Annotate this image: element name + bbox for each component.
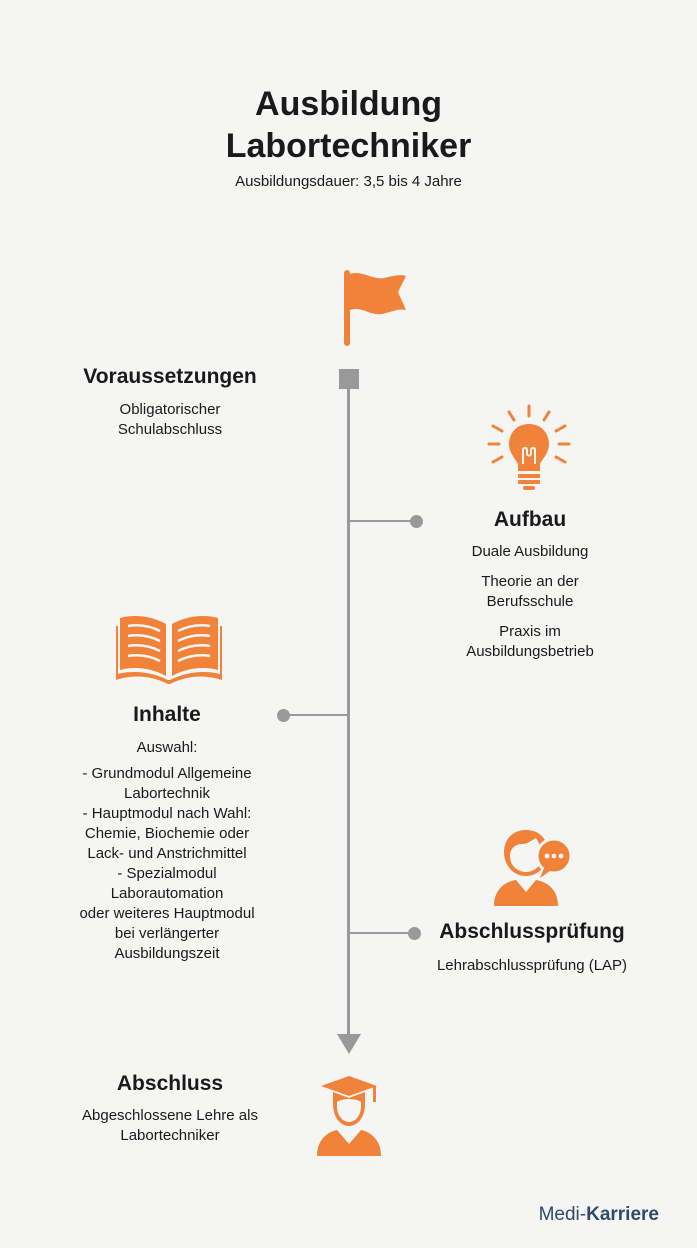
page-subtitle: Ausbildungsdauer: 3,5 bis 4 Jahre [235,173,462,190]
text-aufbau-item-2-line-2: Berufsschule [486,593,574,610]
branch-abschlusspruefung [348,932,414,934]
open-book-icon [116,612,222,688]
brand-name-part-1: Medi- [538,1204,587,1225]
page-title-line-2: Labortechniker [225,127,472,165]
text-inhalte-line: Ausbildungszeit [114,945,220,962]
text-inhalte-line: - Hauptmodul nach Wahl: [82,805,252,822]
text-inhalte-line: Lack- und Anstrichmittel [87,845,247,862]
page-title-line-1: Ausbildung [255,85,442,123]
branch-aufbau [348,520,416,522]
person-speech-bubble-icon [492,826,574,908]
text-aufbau-item-3-line-2: Ausbildungsbetrieb [466,643,594,660]
heading-abschluss: Abschluss [116,1072,224,1095]
graduate-icon [315,1074,383,1158]
flag-icon [342,270,408,346]
text-aufbau-item-3-line-1: Praxis im [499,623,561,640]
text-inhalte-line: - Grundmodul Allgemeine [82,765,252,782]
brand-logo [539,1204,659,1226]
timeline-arrow-icon [337,1034,361,1056]
timeline-start-square [339,369,359,389]
text-inhalte-line: Chemie, Biochemie oder [84,825,250,842]
text-voraussetzungen-1: Obligatorischer [119,401,221,418]
brand-name-part-2: Karriere [586,1204,659,1225]
text-inhalte-line: Laborautomation [110,885,224,902]
text-aufbau-item-1: Duale Ausbildung [471,543,589,560]
text-inhalte-line: - Spezialmodul [117,865,217,882]
text-inhalte-intro: Auswahl: [136,739,198,756]
text-inhalte-line: bei verlängerter [114,925,220,942]
heading-voraussetzungen: Voraussetzungen [83,365,257,388]
text-voraussetzungen-2: Schulabschluss [117,421,223,438]
text-abschluss-2: Labortechniker [120,1127,220,1144]
heading-inhalte: Inhalte [133,703,201,726]
lightbulb-icon [487,404,571,492]
heading-aufbau: Aufbau [493,508,567,531]
text-abschluss-1: Abgeschlossene Lehre als [82,1107,258,1124]
text-inhalte-line: oder weiteres Hauptmodul [79,905,255,922]
text-aufbau-item-2-line-1: Theorie an der [481,573,579,590]
branch-inhalte [284,714,348,716]
heading-abschlusspruefung: Abschlussprüfung [439,920,625,943]
text-abschlusspruefung: Lehrabschlussprüfung (LAP) [436,957,628,974]
text-inhalte-line: Labortechnik [124,785,210,802]
